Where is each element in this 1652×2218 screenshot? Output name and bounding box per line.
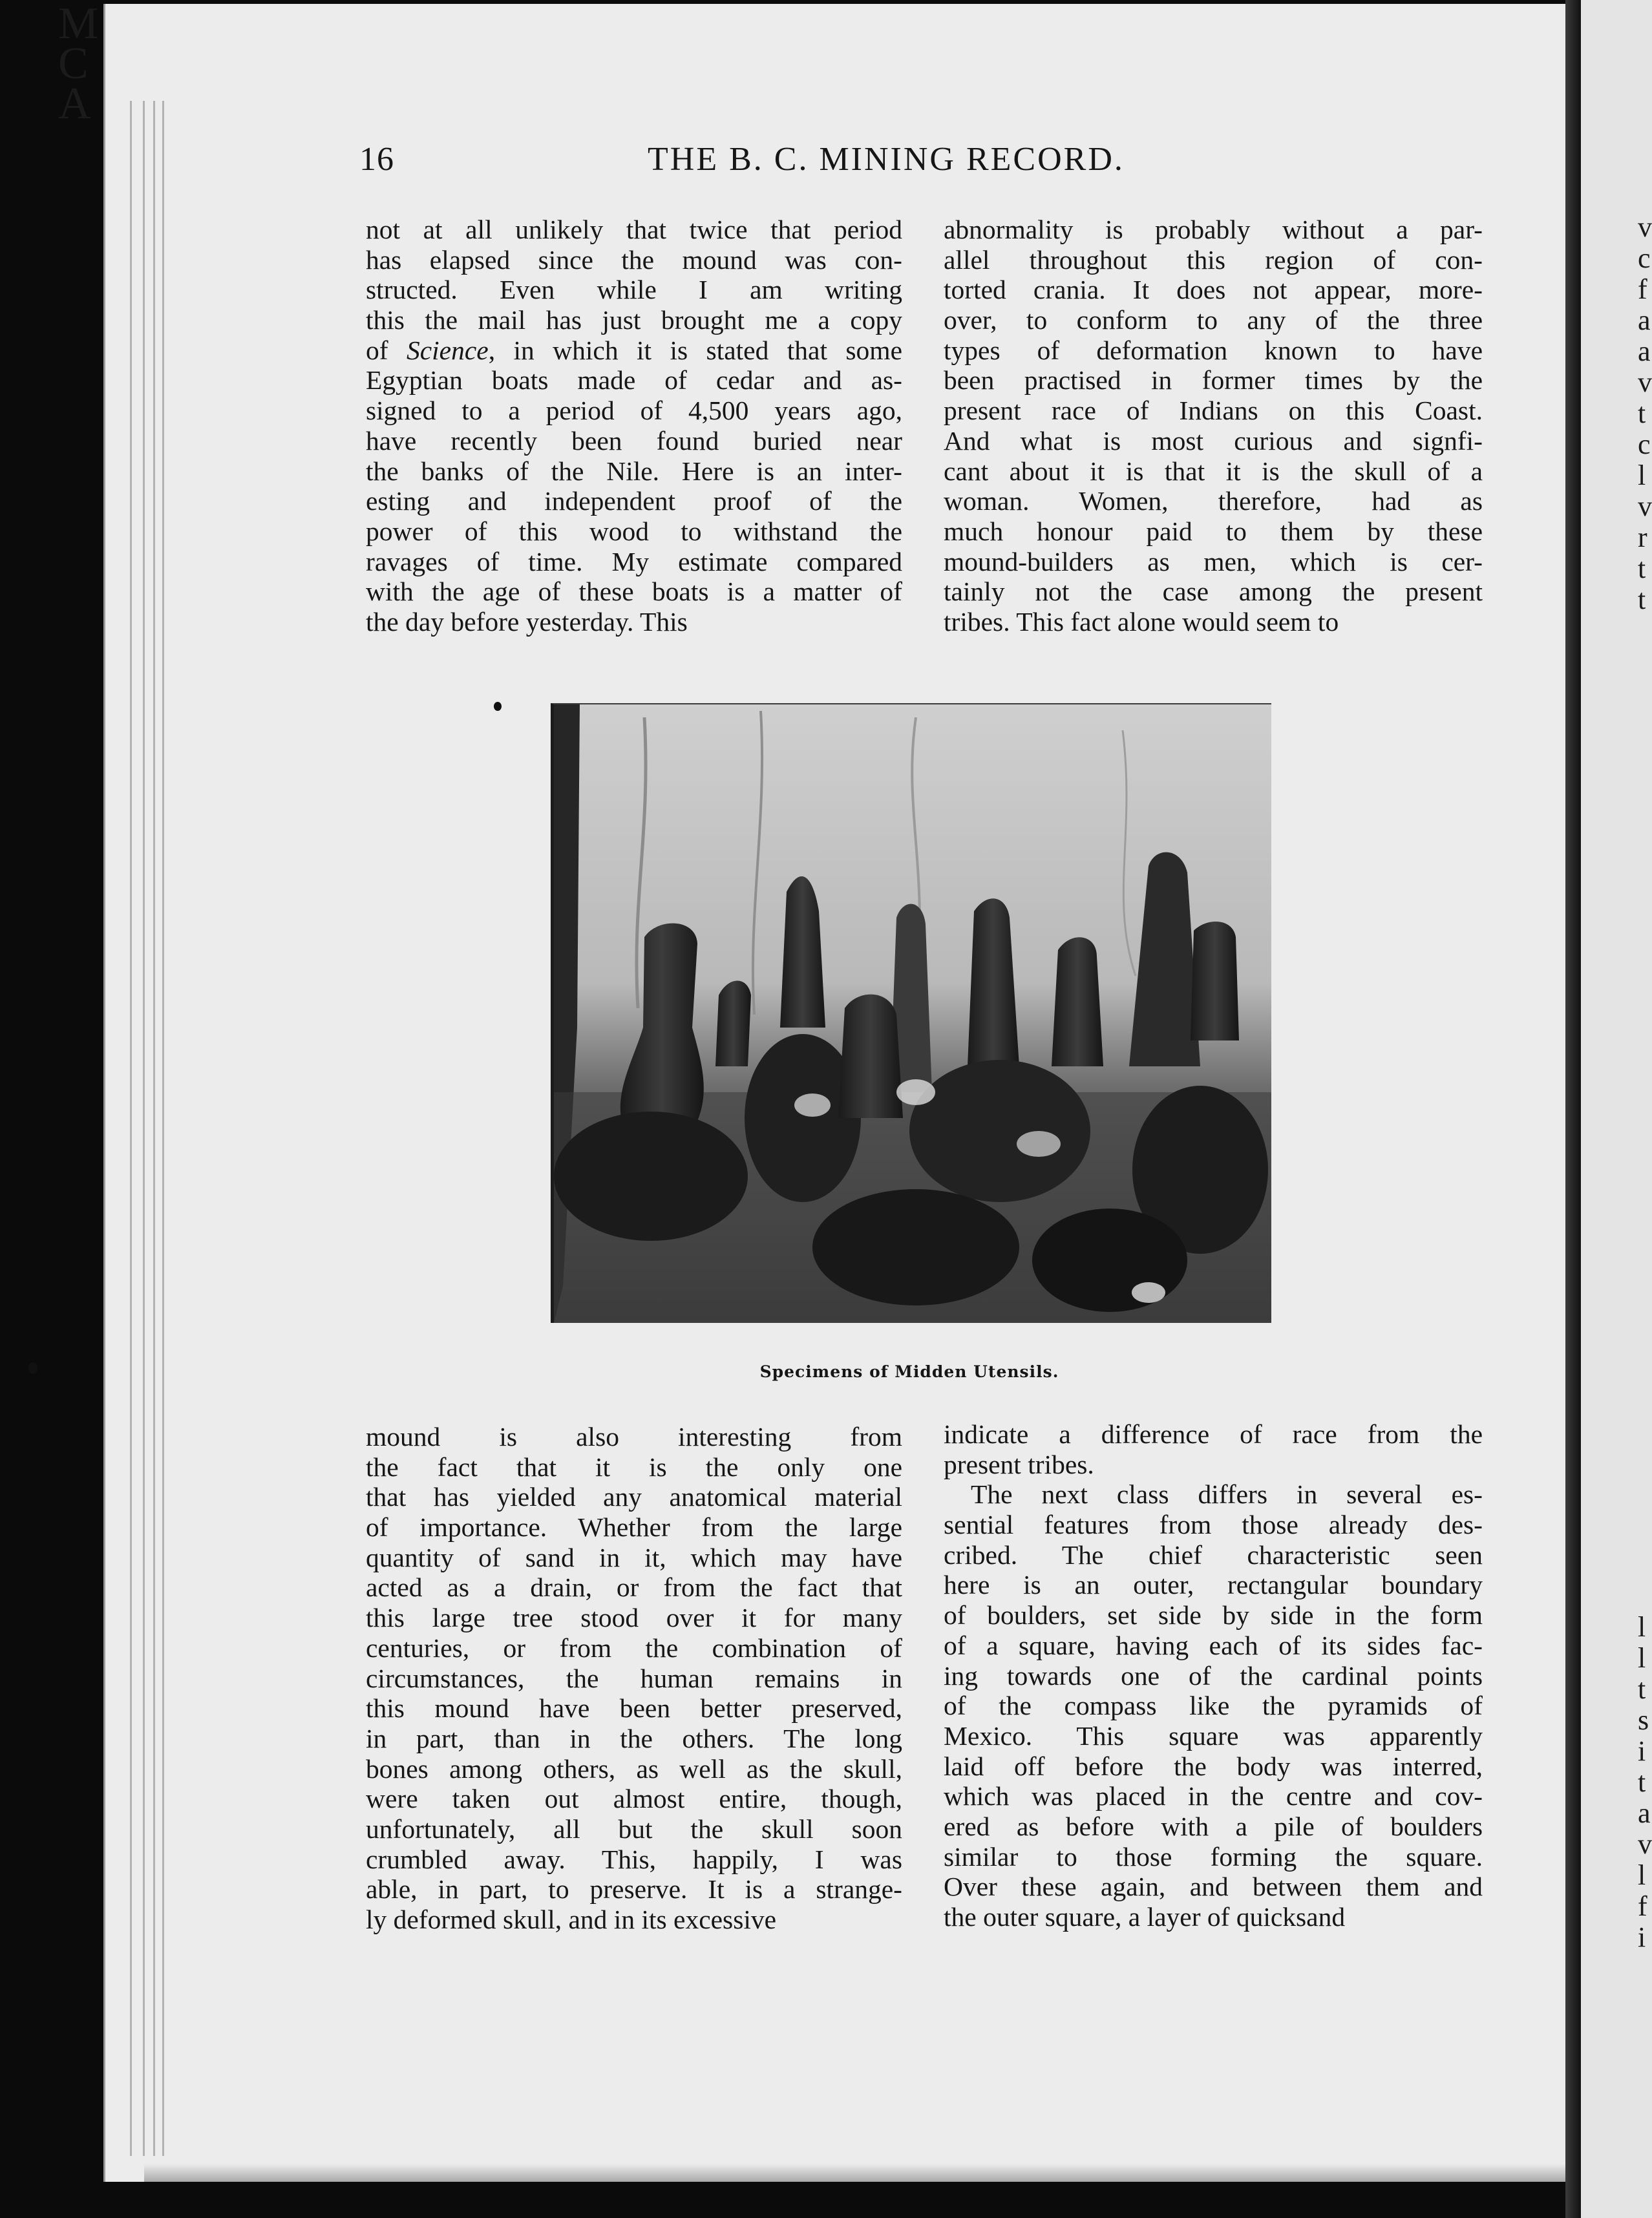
text-line: woman. Women, therefore, had as bbox=[944, 486, 1483, 516]
text-line: torted crania. It does not appear, more- bbox=[944, 275, 1483, 305]
text-line: The next class differs in several es- bbox=[971, 1479, 1483, 1510]
text-line: acted as a drain, or from the fact that bbox=[366, 1572, 902, 1603]
facing-page-letter: l bbox=[1638, 1611, 1646, 1643]
facing-page-letter: v bbox=[1638, 491, 1652, 522]
text-line: the day before yesterday. This bbox=[366, 606, 688, 637]
text-column-top-right bbox=[944, 215, 1483, 637]
text-line: ered as before with a pile of boulders bbox=[944, 1811, 1483, 1841]
text-line: the outer square, a layer of quicksand bbox=[944, 1902, 1346, 1932]
facing-page-letter: t bbox=[1638, 584, 1646, 615]
text-line: present race of Indians on this Coast. bbox=[944, 396, 1483, 426]
facing-page-edge bbox=[1581, 0, 1652, 2218]
text-line: been practised in former times by the bbox=[944, 365, 1483, 396]
facing-page-letter: c bbox=[1638, 242, 1651, 274]
text-line: cant about it is that it is the skull of a bbox=[944, 456, 1483, 486]
text-line: ravages of time. My estimate compared bbox=[366, 546, 902, 576]
facing-page-letter: f bbox=[1638, 273, 1647, 305]
text-line: here is an outer, rectangular boundary bbox=[944, 1570, 1483, 1600]
text-line: present tribes. bbox=[944, 1449, 1094, 1479]
page-number: 16 bbox=[359, 141, 394, 178]
ink-speck bbox=[28, 1362, 37, 1374]
text-line: quantity of sand in it, which may have bbox=[366, 1542, 902, 1572]
text-line: esting and independent proof of the bbox=[366, 486, 902, 516]
text-line: tainly not the case among the present bbox=[944, 576, 1483, 607]
text-line: crumbled away. This, happily, I was bbox=[366, 1844, 902, 1874]
text-line: the banks of the Nile. Here is an inter- bbox=[366, 456, 902, 486]
text-line: has elapsed since the mound was con- bbox=[366, 244, 902, 275]
facing-page-letter: i bbox=[1638, 1921, 1646, 1953]
spine-mark: A bbox=[58, 79, 91, 129]
text-line: laid off before the body was interred, bbox=[944, 1751, 1483, 1781]
page-header bbox=[359, 137, 1200, 182]
page-bottom-shadow bbox=[144, 2164, 1567, 2182]
text-line: the fact that it is the only one bbox=[366, 1452, 902, 1482]
text-line: power of this wood to withstand the bbox=[366, 516, 902, 546]
text-line: this large tree stood over it for many bbox=[366, 1603, 902, 1633]
text-line: ing towards one of the cardinal points bbox=[944, 1660, 1483, 1691]
facing-page-letter: v bbox=[1638, 211, 1652, 243]
running-head: THE B. C. MINING RECORD. bbox=[648, 141, 1125, 178]
text-line: Egyptian boats made of cedar and as- bbox=[366, 365, 902, 396]
facing-page-letter: a bbox=[1638, 1797, 1651, 1829]
facing-page-letter: t bbox=[1638, 1766, 1646, 1798]
text-line: mound-builders as men, which is cer- bbox=[944, 546, 1483, 576]
text-line: in part, than in the others. The long bbox=[366, 1723, 902, 1753]
midden-utensils-photograph bbox=[551, 703, 1271, 1323]
text-line: centuries, or from the combination of bbox=[366, 1632, 902, 1663]
text-line: with the age of these boats is a matter of bbox=[366, 576, 902, 607]
text-line: of Science, in which it is stated that some bbox=[366, 335, 902, 365]
text-line: bones among others, as well as the skull, bbox=[366, 1753, 902, 1784]
facing-page-letter: i bbox=[1638, 1735, 1646, 1767]
text-line: Mexico. This square was apparently bbox=[944, 1720, 1483, 1751]
facing-page-letter: a bbox=[1638, 335, 1651, 367]
text-line: And what is most curious and signfi- bbox=[944, 425, 1483, 456]
facing-page-letter: t bbox=[1638, 553, 1646, 584]
text-column-top-left bbox=[366, 215, 902, 637]
facing-page-letter: v bbox=[1638, 1828, 1652, 1860]
text-line: circumstances, the human remains in bbox=[366, 1663, 902, 1693]
text-column-bottom-right bbox=[944, 1419, 1483, 1932]
facing-page-letter: t bbox=[1638, 397, 1646, 429]
text-line: of boulders, set side by side in the form bbox=[944, 1600, 1483, 1631]
text-line: types of deformation known to have bbox=[944, 335, 1483, 365]
text-line: allel throughout this region of con- bbox=[944, 244, 1483, 275]
text-line: abnormality is probably without a par- bbox=[944, 215, 1483, 244]
text-column-bottom-left bbox=[366, 1422, 902, 1935]
facing-page-letter: l bbox=[1638, 459, 1646, 491]
text-line: have recently been found buried near bbox=[366, 425, 902, 456]
text-line: of the compass like the pyramids of bbox=[944, 1691, 1483, 1721]
figure-caption: Specimens of Midden Utensils. bbox=[759, 1362, 1059, 1381]
facing-page-letter: r bbox=[1638, 522, 1647, 553]
facing-page-letter: f bbox=[1638, 1890, 1647, 1922]
facing-page-letter: a bbox=[1638, 304, 1651, 336]
text-line: indicate a difference of race from the bbox=[944, 1419, 1483, 1449]
spine-mark: C bbox=[58, 39, 89, 89]
text-line: unfortunately, all but the skull soon bbox=[366, 1813, 902, 1844]
text-line: of a square, having each of its sides fac- bbox=[944, 1630, 1483, 1660]
text-line: this the mail has just brought me a copy bbox=[366, 305, 902, 335]
text-line: this mound have been better preserved, bbox=[366, 1693, 902, 1724]
spine-mark: M bbox=[58, 0, 99, 48]
facing-page-letter: t bbox=[1638, 1673, 1646, 1705]
text-line: able, in part, to preserve. It is a strange- bbox=[366, 1874, 902, 1905]
text-line: Over these again, and between them and bbox=[944, 1872, 1483, 1902]
facing-page-letters bbox=[1581, 0, 1652, 2218]
facing-page-letter: l bbox=[1638, 1642, 1646, 1674]
text-line: not at all unlikely that twice that period bbox=[366, 215, 902, 244]
text-line: much honour paid to them by these bbox=[944, 516, 1483, 546]
text-line: signed to a period of 4,500 years ago, bbox=[366, 396, 902, 426]
page-edge-lines bbox=[105, 4, 183, 2182]
text-line: which was placed in the centre and cov- bbox=[944, 1781, 1483, 1811]
book-gutter bbox=[1565, 0, 1581, 2218]
text-line: of importance. Whether from the large bbox=[366, 1512, 902, 1543]
text-line: mound is also interesting from bbox=[366, 1422, 902, 1452]
text-line: ly deformed skull, and in its excessive bbox=[366, 1905, 777, 1934]
text-line: structed. Even while I am writing bbox=[366, 275, 902, 305]
facing-page-letter: l bbox=[1638, 1859, 1646, 1891]
text-line: over, to conform to any of the three bbox=[944, 305, 1483, 335]
text-line: similar to those forming the square. bbox=[944, 1841, 1483, 1872]
text-line: sential features from those already des- bbox=[944, 1510, 1483, 1540]
text-line: tribes. This fact alone would seem to bbox=[944, 606, 1339, 637]
text-line: that has yielded any anatomical material bbox=[366, 1482, 902, 1512]
ink-speck bbox=[494, 702, 502, 711]
facing-page-letter: c bbox=[1638, 428, 1651, 460]
text-line: were taken out almost entire, though, bbox=[366, 1784, 902, 1814]
facing-page-letter: v bbox=[1638, 366, 1652, 398]
facing-page-letter: s bbox=[1638, 1704, 1649, 1736]
text-line: cribed. The chief characteristic seen bbox=[944, 1539, 1483, 1570]
